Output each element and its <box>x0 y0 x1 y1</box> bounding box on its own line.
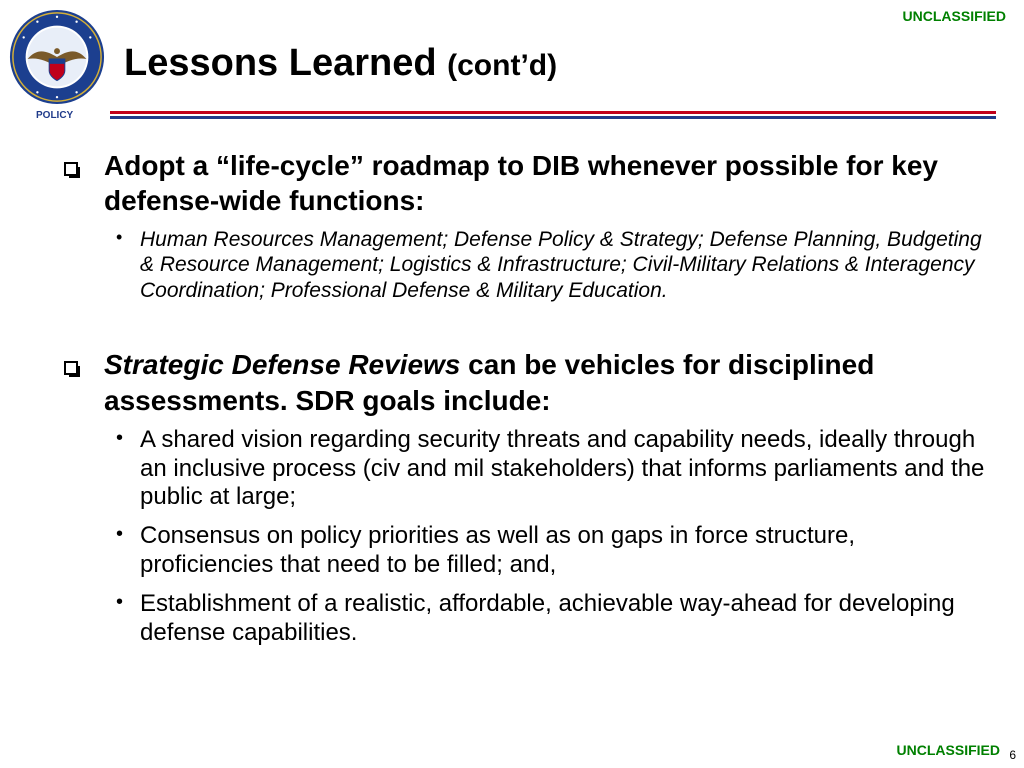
policy-label: POLICY <box>36 110 74 121</box>
header-rule-blue <box>110 116 996 119</box>
page-number: 6 <box>1009 748 1016 762</box>
section-sdr <box>60 347 990 647</box>
section-heading <box>104 347 990 418</box>
title-suffix: (cont’d) <box>447 49 558 82</box>
checkbox-square-icon <box>64 162 78 176</box>
list-item: • A shared vision regarding security threats and capability needs, ideally through an inclusive process (civ and mil stakeholders) that informs parliaments and the public at large; <box>140 426 990 512</box>
classification-bottom: UNCLASSIFIED <box>896 742 1000 758</box>
list-item: • Consensus on policy priorities as well as on gaps in force structure, proficiencies that need to be filled; and, <box>140 522 990 580</box>
title-main: Lessons Learned <box>124 42 437 84</box>
classification-top: UNCLASSIFIED <box>902 8 1006 24</box>
heading-emphasis: Strategic Defense Reviews <box>104 349 461 381</box>
slide-title <box>124 42 557 85</box>
list-item: • Human Resources Management; Defense Policy & Strategy; Defense Planning, Budgeting & Resource Management; Logistics & Infrastructure; Civil-Military Relations & Interagency Coordination; Professional Defense & Military Education. <box>140 227 990 304</box>
dod-seal-icon <box>8 8 106 106</box>
section-dib-roadmap <box>60 148 990 303</box>
section-heading: Adopt a “life-cycle” roadmap to DIB whenever possible for key defense-wide functions: <box>104 150 938 217</box>
heading-rest: can be vehicles for disciplined assessments. SDR goals include: <box>104 349 875 416</box>
checkbox-square-icon <box>64 361 78 375</box>
section-bullets <box>104 227 990 304</box>
slide-content <box>60 148 990 657</box>
section-bullets <box>104 426 990 648</box>
list-item: • Establishment of a realistic, affordable, achievable way-ahead for developing defense capabilities. <box>140 590 990 648</box>
